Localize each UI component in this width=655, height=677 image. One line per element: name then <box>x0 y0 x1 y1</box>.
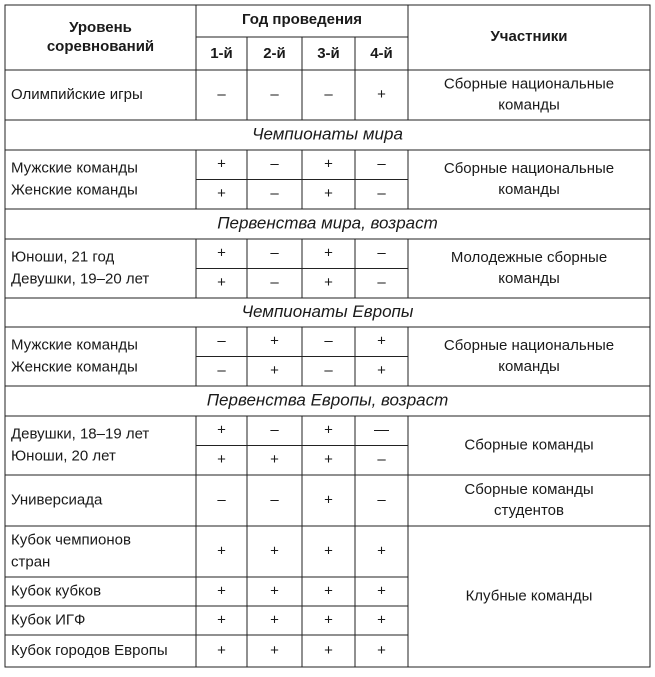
participants-text: Сборные национальные <box>443 75 615 93</box>
mark-year-3: + <box>324 641 333 659</box>
mark-year-1: + <box>217 274 226 292</box>
mark-year-4: — <box>374 421 389 439</box>
mark-year-2: – <box>270 85 279 103</box>
mark-year-1: + <box>217 451 226 469</box>
mark-year-3: + <box>324 244 333 262</box>
mark-year-4: + <box>377 582 386 600</box>
participants-text: команды <box>498 96 560 114</box>
mark-year-2: – <box>270 491 279 509</box>
mark-year-3: + <box>324 611 333 629</box>
section-title-world-youth: Первенства мира, возраст <box>217 213 438 233</box>
mark-year-2: – <box>270 274 279 292</box>
participants-text: Молодежные сборные <box>450 248 608 266</box>
row-label: Кубок кубков <box>11 582 102 600</box>
header-year-2: 2-й <box>263 44 286 62</box>
mark-year-3: + <box>324 451 333 469</box>
row-label: Мужские команды <box>11 336 138 354</box>
mark-year-2: + <box>270 641 279 659</box>
row-label: Женские команды <box>11 181 138 199</box>
mark-year-4: + <box>377 362 386 380</box>
mark-year-3: + <box>324 491 333 509</box>
mark-year-2: + <box>270 332 279 350</box>
mark-year-1: + <box>217 542 226 560</box>
header-level-line2: соревнований <box>46 37 155 55</box>
mark-year-1: – <box>217 362 226 380</box>
participants-text: команды <box>498 180 560 198</box>
mark-year-4: – <box>377 185 386 203</box>
row-label: Универсиада <box>11 491 103 509</box>
mark-year-4: + <box>377 85 386 103</box>
mark-year-4: – <box>377 244 386 262</box>
mark-year-1: + <box>217 641 226 659</box>
mark-year-2: + <box>270 542 279 560</box>
row-label: Мужские команды <box>11 159 138 177</box>
mark-year-1: – <box>217 85 226 103</box>
participants-text: команды <box>498 357 560 375</box>
section-title-world-championships: Чемпионаты мира <box>252 124 403 144</box>
mark-year-3: + <box>324 542 333 560</box>
mark-year-4: + <box>377 542 386 560</box>
row-label: стран <box>11 553 51 571</box>
row-label: Женские команды <box>11 358 138 376</box>
mark-year-4: + <box>377 332 386 350</box>
section-title-european-youth: Первенства Европы, возраст <box>206 390 449 410</box>
header-participants: Участники <box>490 27 568 45</box>
header-year-1: 1-й <box>210 44 233 62</box>
row-label: Олимпийские игры <box>11 85 143 103</box>
mark-year-4: + <box>377 611 386 629</box>
mark-year-3: – <box>324 85 333 103</box>
mark-year-2: + <box>270 611 279 629</box>
mark-year-3: – <box>324 332 333 350</box>
section-title-european-championships: Чемпионаты Европы <box>241 301 414 321</box>
mark-year-4: – <box>377 155 386 173</box>
participants-text: Сборные национальные <box>443 336 615 354</box>
mark-year-3: – <box>324 362 333 380</box>
mark-year-1: + <box>217 611 226 629</box>
mark-year-1: + <box>217 582 226 600</box>
mark-year-2: – <box>270 185 279 203</box>
row-label: Девушки, 19–20 лет <box>11 270 150 288</box>
mark-year-2: + <box>270 582 279 600</box>
participants-text: Клубные команды <box>465 587 593 605</box>
mark-year-1: + <box>217 244 226 262</box>
mark-year-1: – <box>217 332 226 350</box>
participants-text: команды <box>498 269 560 287</box>
mark-year-2: – <box>270 244 279 262</box>
row-label: Юноши, 21 год <box>11 248 115 266</box>
row-label: Кубок городов Европы <box>11 641 168 659</box>
mark-year-3: + <box>324 421 333 439</box>
mark-year-4: + <box>377 641 386 659</box>
header-year-4: 4-й <box>370 44 393 62</box>
participants-text: Сборные команды <box>464 480 594 498</box>
mark-year-3: + <box>324 274 333 292</box>
mark-year-2: – <box>270 421 279 439</box>
header-year-title: Год проведения <box>241 10 363 28</box>
row-label: Кубок чемпионов <box>11 531 131 549</box>
mark-year-1: + <box>217 421 226 439</box>
mark-year-1: – <box>217 491 226 509</box>
mark-year-1: + <box>217 185 226 203</box>
mark-year-3: + <box>324 582 333 600</box>
mark-year-2: – <box>270 155 279 173</box>
mark-year-4: – <box>377 491 386 509</box>
header-year-3: 3-й <box>317 44 340 62</box>
participants-text: Сборные команды <box>464 436 594 454</box>
mark-year-2: + <box>270 362 279 380</box>
mark-year-4: – <box>377 451 386 469</box>
participants-text: студентов <box>494 501 564 519</box>
row-label: Девушки, 18–19 лет <box>11 425 150 443</box>
row-label: Кубок ИГФ <box>11 611 86 629</box>
mark-year-2: + <box>270 451 279 469</box>
participants-text: Сборные национальные <box>443 159 615 177</box>
mark-year-4: – <box>377 274 386 292</box>
mark-year-3: + <box>324 185 333 203</box>
mark-year-3: + <box>324 155 333 173</box>
header-level-line1: Уровень <box>69 18 132 36</box>
row-label: Юноши, 20 лет <box>11 447 116 465</box>
mark-year-1: + <box>217 155 226 173</box>
